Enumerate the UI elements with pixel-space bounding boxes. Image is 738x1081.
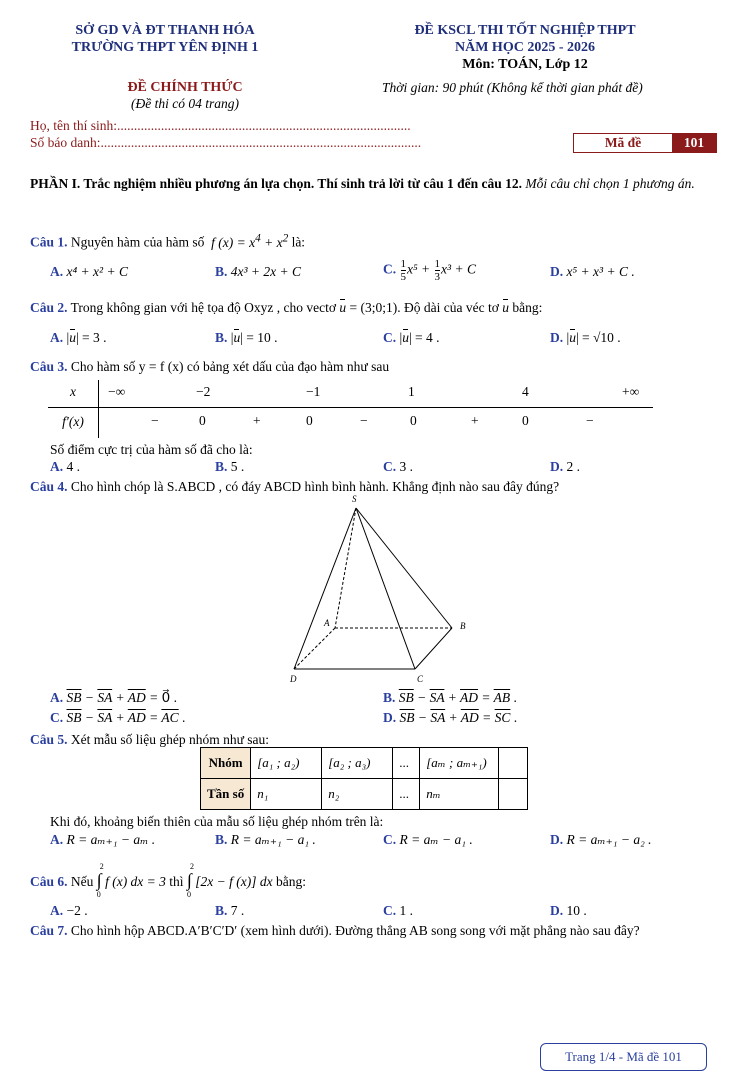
q2-vector-value: = (3;0;1) xyxy=(349,300,398,315)
school-year: NĂM HỌC 2025 - 2026 xyxy=(455,40,595,55)
student-name-field: Họ, tên thí sinh:....................................................................................... xyxy=(30,118,411,133)
x-value: −2 xyxy=(196,384,211,399)
q4-option-d[interactable]: D. $\overline{SB} - \overline{SA} + \overline{AD} = \overline{SC}$ . xyxy=(383,710,518,725)
q7-text: Cho hình hộp ABCD.A′B′C′D′ (xem hình dưới). Đường thẳng AB song song với mặt phẳng nào sau đây? xyxy=(70,923,640,938)
sign-value: 0 xyxy=(199,413,206,428)
group-cell: [a₂ ; a₃) xyxy=(322,748,393,779)
sign-value: + xyxy=(253,413,261,428)
page-footer: Trang 1/4 - Mã đề 101 xyxy=(540,1043,707,1071)
sign-table-x-header: x xyxy=(70,384,76,399)
point-s: S xyxy=(352,494,357,504)
frequency-header: Tần số xyxy=(201,779,251,810)
q1-option-b[interactable]: B. 4x³ + 2x + C xyxy=(215,264,302,279)
q5-question: Khi đó, khoảng biến thiên của mẫu số liệu ghép nhóm trên là: xyxy=(50,814,384,829)
sign-value: 0 xyxy=(410,413,417,428)
q5-option-b[interactable]: B. R = aₘ₊₁ − a₁ . xyxy=(215,832,316,847)
exam-title xyxy=(360,22,690,73)
dept-name: SỞ GD VÀ ĐT THANH HÓA xyxy=(75,23,255,38)
sign-value: − xyxy=(360,413,368,428)
sign-table xyxy=(48,380,653,438)
frequency-cell: n₁ xyxy=(251,779,322,810)
question-5 xyxy=(30,732,269,748)
frequency-cell: nₘ xyxy=(420,779,499,810)
question-7 xyxy=(30,922,715,939)
q1-option-c[interactable]: C. $\frac{1}{5}$ x⁵ + $\frac{1}{3}$ x³ + C xyxy=(383,258,476,283)
q6-option-b[interactable]: B. 7 . xyxy=(215,903,245,918)
part1-note: Mỗi câu chỉ chọn 1 phương án. xyxy=(525,176,695,191)
question-3 xyxy=(30,359,389,375)
q3-option-b[interactable]: B. 5 . xyxy=(215,459,245,474)
sign-value: − xyxy=(586,413,594,428)
frequency-cell: ... xyxy=(393,779,420,810)
time-note: Thời gian: 90 phút (Không kể thời gian phát đề) xyxy=(382,80,643,95)
q1-text: Nguyên hàm của hàm số xyxy=(70,234,205,250)
part1-title: PHẦN I. Trắc nghiệm nhiều phương án lựa chọn. Thí sinh trả lời từ câu 1 đến câu 12. xyxy=(30,176,522,191)
q5-option-d[interactable]: D. R = aₘ₊₁ − a₂ . xyxy=(550,832,652,847)
subject: Môn: TOÁN, Lớp 12 xyxy=(462,57,588,72)
q4-option-b[interactable]: B. $\overline{SB} - \overline{SA} + \overline{AD} = \overline{AB}$ . xyxy=(383,690,517,705)
exam-code-value: 101 xyxy=(672,134,716,152)
q1-option-a[interactable]: A. x⁴ + x² + C xyxy=(50,264,128,279)
q3-option-d[interactable]: D. 2 . xyxy=(550,459,580,474)
question-2 xyxy=(30,300,542,316)
point-d: D xyxy=(290,674,297,684)
group-cell: [a₁ ; a₂) xyxy=(251,748,322,779)
q2-vector-u2: u xyxy=(502,300,509,315)
q1-suffix: là: xyxy=(291,234,306,250)
q2-option-d[interactable]: D. |u| = √10 . xyxy=(550,330,621,345)
frequency-cell: n₂ xyxy=(322,779,393,810)
q6-mid: thì xyxy=(169,874,184,889)
q1-function: f $(x) = x^4 + x^2$ xyxy=(207,232,289,250)
sign-table-f-header: f′(x) xyxy=(62,414,84,429)
q3-label: Câu 3. xyxy=(30,359,68,374)
q2-label: Câu 2. xyxy=(30,300,68,315)
x-value: −1 xyxy=(306,384,321,399)
question-1 xyxy=(30,232,305,251)
q6-integral-2: [2x − f (x)] dx xyxy=(195,874,273,889)
x-value: −∞ xyxy=(108,384,126,399)
q2-text2: . Độ dài của véc tơ xyxy=(397,300,499,315)
q5-option-a[interactable]: A. R = aₘ₊₁ − aₘ . xyxy=(50,832,156,847)
integral-sign: ∫ 2 0 xyxy=(186,862,194,899)
q2-option-b[interactable]: B. |u| = 10 . xyxy=(215,330,278,345)
point-b: B xyxy=(460,621,466,631)
q2-text3: bằng: xyxy=(512,300,543,315)
exam-name: ĐỀ KSCL THI TỐT NGHIỆP THPT xyxy=(414,23,636,38)
x-value: +∞ xyxy=(622,384,640,399)
q2-option-c[interactable]: C. |u| = 4 . xyxy=(383,330,440,345)
q6-option-a[interactable]: A. −2 . xyxy=(50,903,88,918)
x-value: 4 xyxy=(522,384,529,399)
q1-option-d[interactable]: D. x⁵ + x³ + C . xyxy=(550,264,635,279)
q5-text: Xét mẫu số liệu ghép nhóm như sau: xyxy=(70,732,270,747)
q3-text: Cho hàm số y = f (x) có bảng xét dấu của đạo hàm như sau xyxy=(70,359,390,374)
pyramid-figure xyxy=(280,492,480,687)
q4-option-c[interactable]: C. $\overline{SB} - \overline{SA} + \overline{AD} = \overline{AC}$ . xyxy=(50,710,186,725)
q4-option-a[interactable]: A. $\overline{SB} - \overline{SA} + \overline{AD}$ = 0⃗ . xyxy=(50,690,177,705)
q5-option-c[interactable]: C. R = aₘ − a₁ . xyxy=(383,832,473,847)
q3-option-c[interactable]: C. 3 . xyxy=(383,459,413,474)
pages-note: (Đề thi có 04 trang) xyxy=(131,96,239,111)
school-dept xyxy=(60,22,270,56)
x-value: 1 xyxy=(408,384,415,399)
q3-question: Số điểm cực trị của hàm số đã cho là: xyxy=(50,442,253,457)
point-a: A xyxy=(324,618,330,628)
q1-label: Câu 1. xyxy=(30,234,68,250)
q4-label: Câu 4. xyxy=(30,479,68,494)
q2-option-a[interactable]: A. |u| = 3 . xyxy=(50,330,107,345)
frequency-cell xyxy=(499,779,528,810)
group-cell xyxy=(499,748,528,779)
group-cell: [aₘ ; aₘ₊₁) xyxy=(420,748,499,779)
exam-code-box xyxy=(573,133,717,153)
sign-value: + xyxy=(471,413,479,428)
q6-option-d[interactable]: D. 10 . xyxy=(550,903,587,918)
q6-end: bằng: xyxy=(275,874,306,889)
q2-vector-u: u xyxy=(339,300,347,315)
group-header: Nhóm xyxy=(201,748,251,779)
sign-value: − xyxy=(151,413,159,428)
student-id-field: Số báo danh:............................................................................................... xyxy=(30,135,422,150)
point-c: C xyxy=(417,674,424,684)
official-label: ĐỀ CHÍNH THỨC xyxy=(127,80,243,95)
q5-label: Câu 5. xyxy=(30,732,68,747)
q6-label: Câu 6. xyxy=(30,874,68,889)
q3-option-a[interactable]: A. 4 . xyxy=(50,459,80,474)
sign-value: 0 xyxy=(522,413,529,428)
q2-text: Trong không gian với hệ tọa độ Oxyz , cho vectơ xyxy=(70,300,337,315)
group-cell: ... xyxy=(393,748,420,779)
q6-option-c[interactable]: C. 1 . xyxy=(383,903,413,918)
sign-value: 0 xyxy=(306,413,313,428)
school-name: TRƯỜNG THPT YÊN ĐỊNH 1 xyxy=(71,40,259,55)
question-6 xyxy=(30,862,306,899)
part1-heading xyxy=(30,175,715,192)
q6-integral-1: f (x) dx = 3 xyxy=(105,874,166,889)
integral-sign: ∫ 2 0 xyxy=(96,862,104,899)
q6-text: Nếu xyxy=(70,874,94,889)
q4-text: Cho hình chóp là S.ABCD , có đáy ABCD hình bình hành. Khẳng định nào sau đây đúng? xyxy=(70,479,560,494)
grouped-data-table xyxy=(200,747,528,810)
exam-code-label: Mã đề xyxy=(604,135,642,150)
q7-label: Câu 7. xyxy=(30,923,68,938)
